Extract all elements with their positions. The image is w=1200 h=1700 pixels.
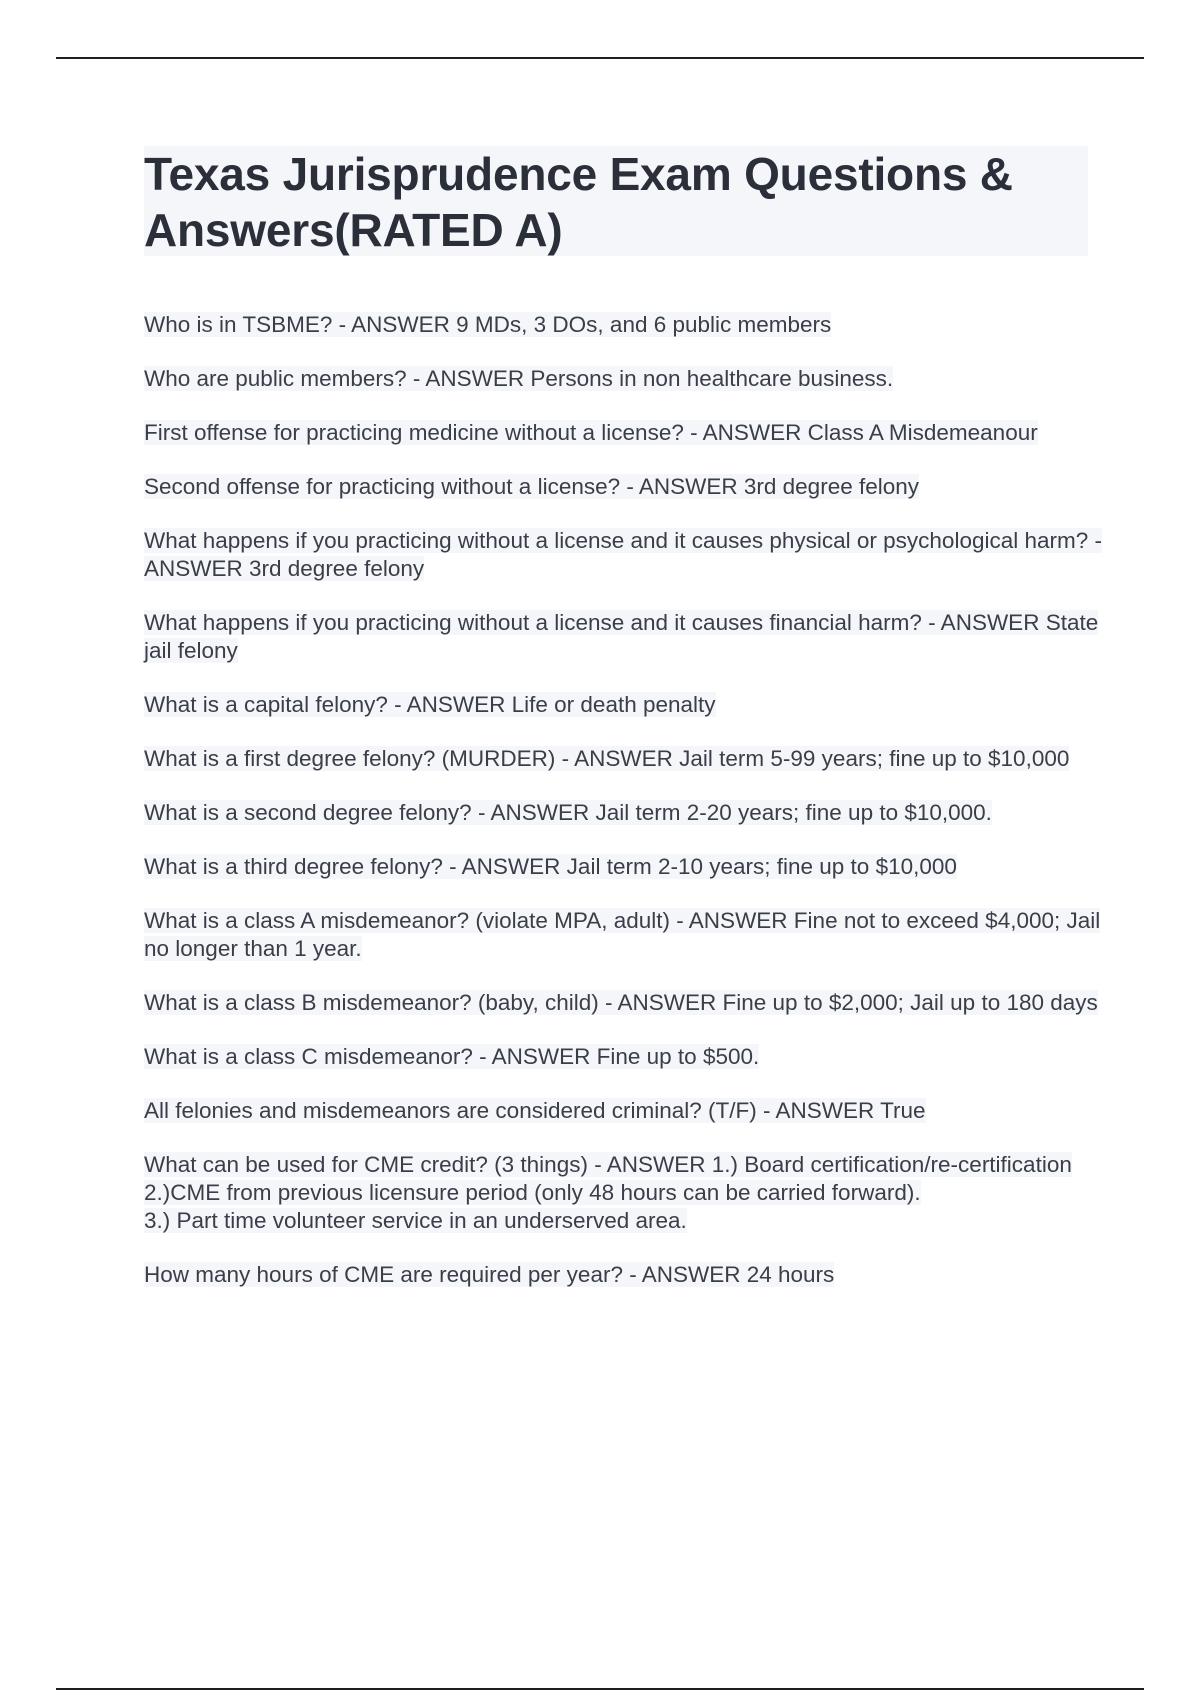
qa-text: Who are public members? - ANSWER Persons in non healthcare business.	[144, 366, 894, 391]
qa-continuation-line	[144, 1179, 1104, 1207]
qa-item	[144, 419, 1104, 447]
qa-item	[144, 691, 1104, 719]
qa-item	[144, 1151, 1104, 1235]
qa-item	[144, 853, 1104, 881]
document-title: Texas Jurisprudence Exam Questions & Answers(RATED A)	[144, 148, 1013, 256]
title-block	[144, 146, 1088, 256]
qa-text: How many hours of CME are required per year? - ANSWER 24 hours	[144, 1262, 835, 1287]
qa-text: What is a class C misdemeanor? - ANSWER Fine up to $500.	[144, 1044, 760, 1069]
qa-item	[144, 365, 1104, 393]
qa-item	[144, 745, 1104, 773]
top-rule	[56, 57, 1144, 59]
qa-item	[144, 527, 1104, 583]
qa-item	[144, 907, 1104, 963]
qa-item	[144, 311, 1104, 339]
qa-item	[144, 1043, 1104, 1071]
qa-item	[144, 1261, 1104, 1289]
qa-text: What is a class B misdemeanor? (baby, child) - ANSWER Fine up to $2,000; Jail up to 180 days	[144, 990, 1098, 1015]
qa-text: What is a capital felony? - ANSWER Life or death penalty	[144, 692, 716, 717]
qa-item	[144, 799, 1104, 827]
qa-text: What is a first degree felony? (MURDER) - ANSWER Jail term 5-99 years; fine up to $10,000	[144, 746, 1070, 771]
qa-continuation-text: 2.)CME from previous licensure period (only 48 hours can be carried forward).	[144, 1180, 921, 1205]
qa-item	[144, 1097, 1104, 1125]
qa-text: What happens if you practicing without a license and it causes physical or psychological harm? - ANSWER 3rd degree felony	[144, 528, 1102, 581]
qa-text: What is a class A misdemeanor? (violate MPA, adult) - ANSWER Fine not to exceed $4,000; Jail no longer than 1 year.	[144, 908, 1101, 961]
qa-list	[144, 311, 1104, 1315]
bottom-rule	[56, 1688, 1144, 1690]
qa-item	[144, 609, 1104, 665]
qa-text: First offense for practicing medicine without a license? - ANSWER Class A Misdemeanour	[144, 420, 1038, 445]
qa-text: What can be used for CME credit? (3 things) - ANSWER 1.) Board certification/re-certification	[144, 1152, 1072, 1177]
qa-item	[144, 473, 1104, 501]
qa-text: Who is in TSBME? - ANSWER 9 MDs, 3 DOs, and 6 public members	[144, 312, 832, 337]
qa-text: Second offense for practicing without a license? - ANSWER 3rd degree felony	[144, 474, 920, 499]
qa-item	[144, 989, 1104, 1017]
qa-text: All felonies and misdemeanors are considered criminal? (T/F) - ANSWER True	[144, 1098, 926, 1123]
qa-continuation-line	[144, 1207, 1104, 1235]
qa-text: What is a second degree felony? - ANSWER Jail term 2-20 years; fine up to $10,000.	[144, 800, 992, 825]
qa-text: What is a third degree felony? - ANSWER Jail term 2-10 years; fine up to $10,000	[144, 854, 957, 879]
qa-continuation-text: 3.) Part time volunteer service in an underserved area.	[144, 1208, 687, 1233]
qa-text: What happens if you practicing without a license and it causes financial harm? - ANSWER State jail felony	[144, 610, 1099, 663]
